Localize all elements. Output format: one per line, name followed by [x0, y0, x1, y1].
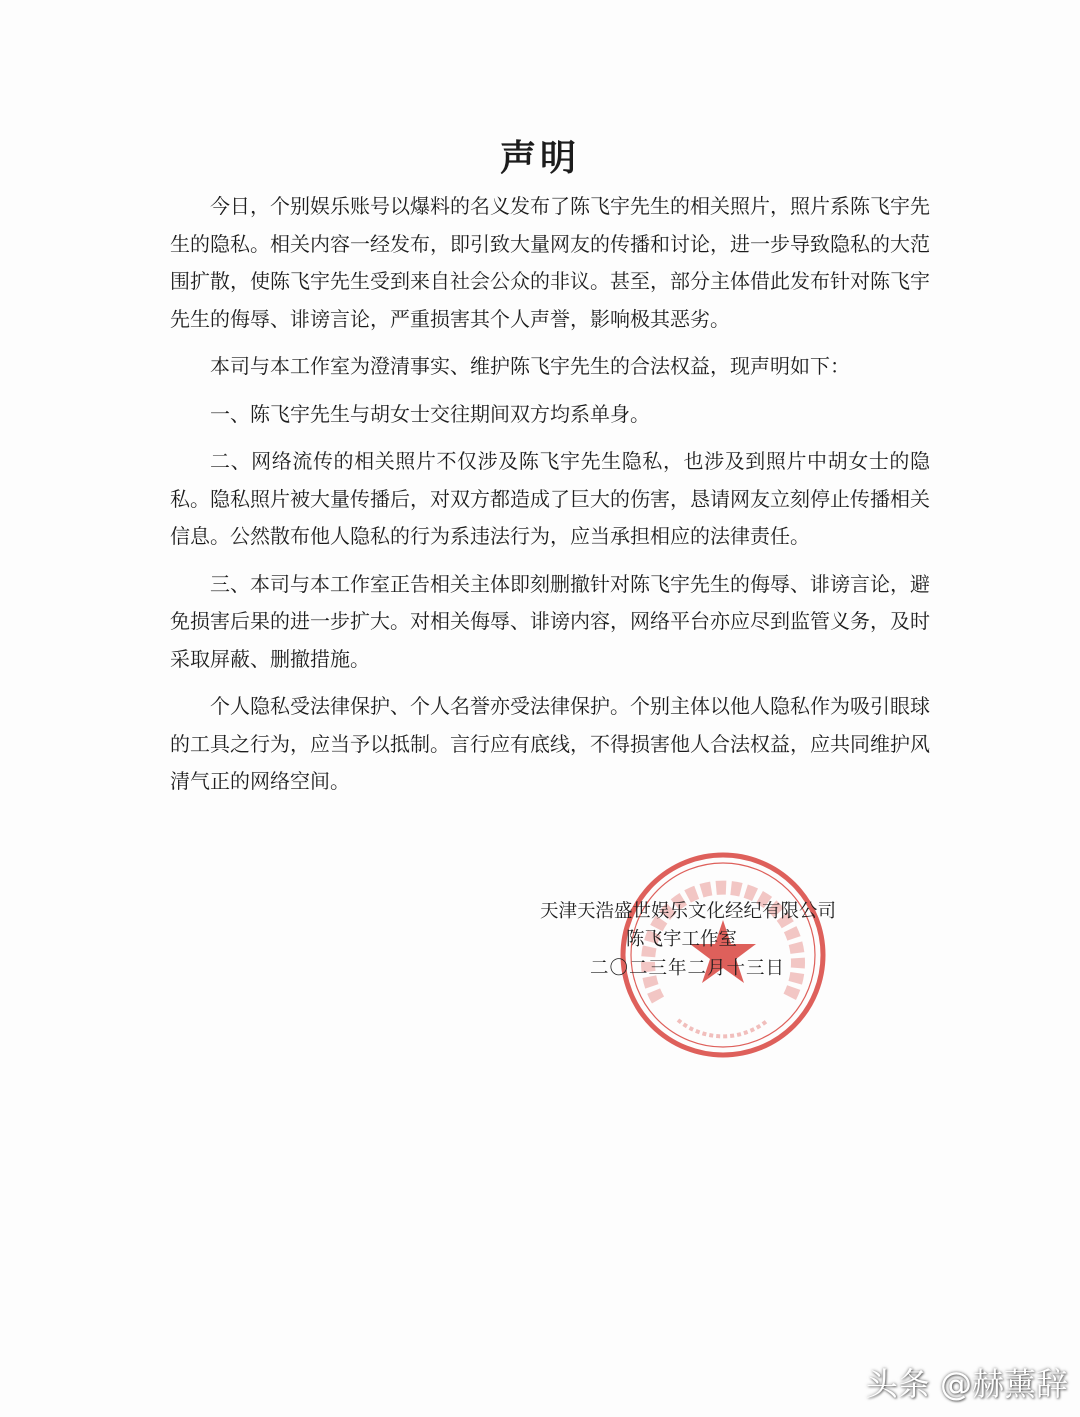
paragraph-closing: 个人隐私受法律保护、个人名誉亦受法律保护。个别主体以他人隐私作为吸引眼球的工具之行为，应当予以抵制。言行应有底线，不得损害他人合法权益，应共同维护风清气正的网络空间。 [170, 694, 930, 793]
signature-date: 二〇二三年二月十三日 [590, 958, 786, 979]
document-title: 声明 [499, 137, 580, 179]
signature-studio: 陈飞宇工作室 [626, 929, 738, 950]
paragraph-intro: 今日，个别娱乐账号以爆料的名义发布了陈飞宇先生的相关照片，照片系陈飞宇先生的隐私。相关内容一经发布，即引致大量网友的传播和讨论，进一步导致隐私的大范围扩散，使陈飞宇先生受到来自社会公众的非议。甚至，部分主体借此发布针对陈飞宇先生的侮辱、诽谤言论，严重损害其个人声誉，影响极其恶劣。 [170, 194, 930, 331]
platform-watermark: 头条 @赫薰辞 [865, 1365, 1068, 1403]
paragraph-point-one: 一、陈飞宇先生与胡女士交往期间双方均系单身。 [210, 401, 650, 426]
paragraph-statement-lead: 本司与本工作室为澄清事实、维护陈飞宇先生的合法权益，现声明如下： [210, 354, 850, 378]
paragraph-point-three: 三、本司与本工作室正告相关主体即刻删撤针对陈飞宇先生的侮辱、诽谤言论，避免损害后果的进一步扩大。对相关侮辱、诽谤内容，网络平台亦应尽到监管义务，及时采取屏蔽、删撤措施。 [170, 571, 930, 671]
seal-number-arc [678, 1020, 768, 1036]
signature-company: 天津天浩盛世娱乐文化经纪有限公司 [540, 901, 837, 922]
document-body [170, 188, 930, 811]
paragraph-point-two: 二、网络流传的相关照片不仅涉及陈飞宇先生隐私，也涉及到照片中胡女士的隐私。隐私照片被大量传播后，对双方都造成了巨大的伤害，恳请网友立刻停止传播相关信息。公然散布他人隐私的行为系违法行为，应当承担相应的法律责任。 [170, 449, 930, 548]
